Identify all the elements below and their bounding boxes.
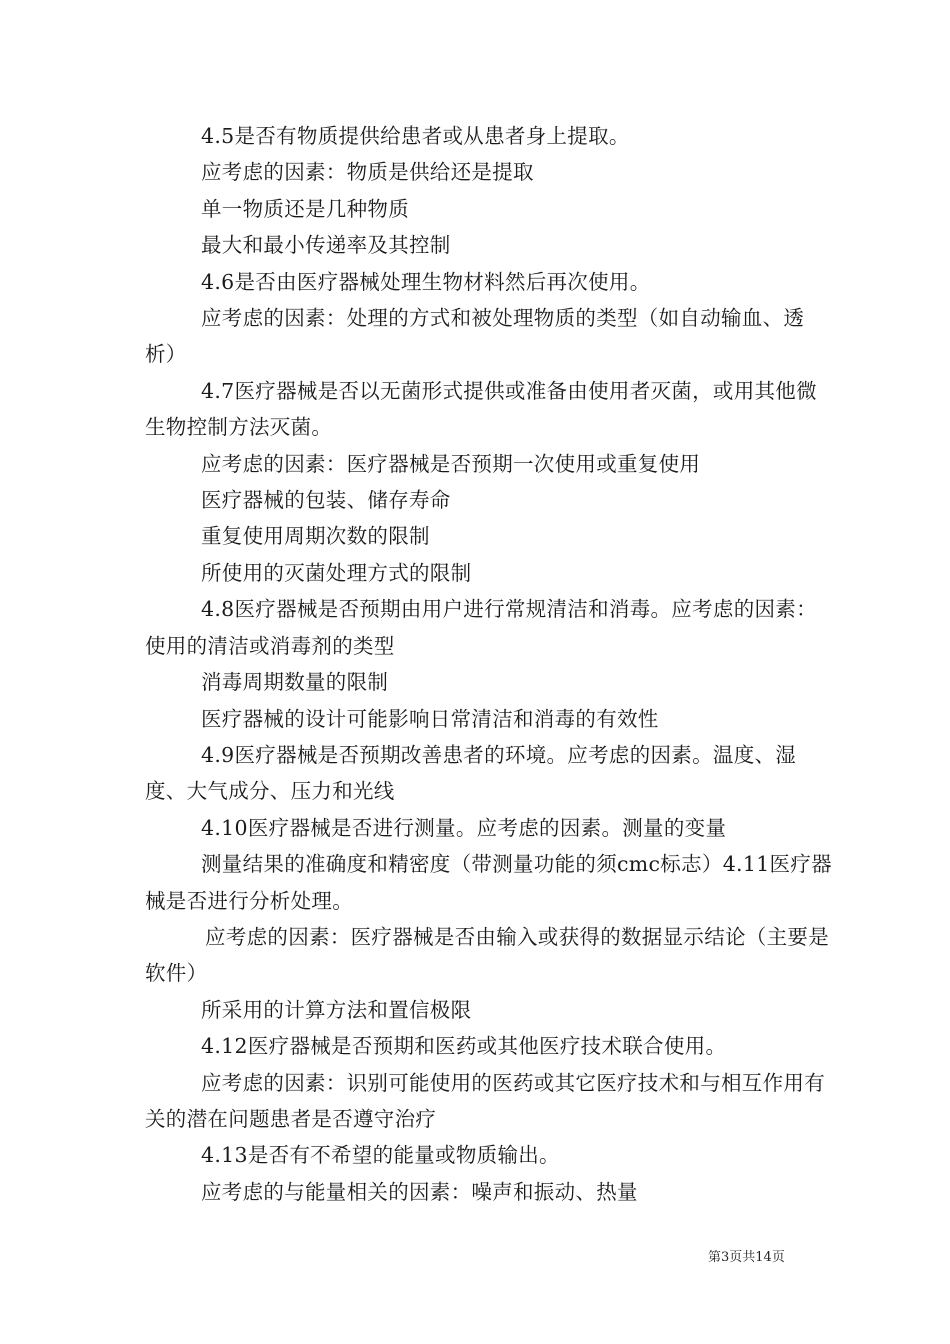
paragraph: 应考虑的因素：识别可能使用的医药或其它医疗技术和与相互作用有关的潜在问题患者是否遵守治疗 [145,1070,825,1131]
document-body [145,118,835,1210]
paragraph: 4.13是否有不希望的能量或物质输出。 [201,1143,560,1168]
paragraph: 测量结果的准确度和精密度（带测量功能的须cmc标志）4.11医疗器械是否进行分析处理。 [145,852,832,913]
paragraph: 应考虑的与能量相关的因素：噪声和振动、热量 [201,1179,638,1204]
paragraph: 应考虑的因素：医疗器械是否预期一次使用或重复使用 [201,451,701,476]
page-footer: 第3页共14页 [708,1250,785,1265]
paragraph: 应考虑的因素：物质是供给还是提取 [201,160,534,185]
paragraph: 所使用的灭菌处理方式的限制 [201,560,472,585]
paragraph: 4.8医疗器械是否预期由用户进行常规清洁和消毒。应考虑的因素：使用的清洁或消毒剂的类型 [145,597,817,658]
paragraph: 单一物质还是几种物质 [201,196,409,221]
paragraph: 4.10医疗器械是否进行测量。应考虑的因素。测量的变量 [201,815,727,840]
paragraph: 应考虑的因素：处理的方式和被处理物质的类型（如自动输血、透析） [145,306,805,367]
paragraph: 医疗器械的包装、储存寿命 [201,488,451,513]
paragraph: 4.12医疗器械是否预期和医药或其他医疗技术联合使用。 [201,1034,727,1059]
paragraph: 所采用的计算方法和置信极限 [201,997,472,1022]
paragraph: 4.9医疗器械是否预期改善患者的环境。应考虑的因素。温度、湿度、大气成分、压力和光线 [145,742,797,804]
paragraph: 4.7医疗器械是否以无菌形式提供或准备由使用者灭菌，或用其他微生物控制方法灭菌。 [145,378,817,440]
paragraph: 医疗器械的设计可能影响日常清洁和消毒的有效性 [201,706,659,731]
paragraph: 最大和最小传递率及其控制 [201,233,451,258]
paragraph: 应考虑的因素：医疗器械是否由输入或获得的数据显示结论（主要是软件） [145,924,829,986]
paragraph: 4.6是否由医疗器械处理生物材料然后再次使用。 [201,269,651,294]
paragraph: 4.5是否有物质提供给患者或从患者身上提取。 [201,124,630,148]
paragraph: 重复使用周期次数的限制 [201,524,430,549]
paragraph: 消毒周期数量的限制 [201,670,389,695]
